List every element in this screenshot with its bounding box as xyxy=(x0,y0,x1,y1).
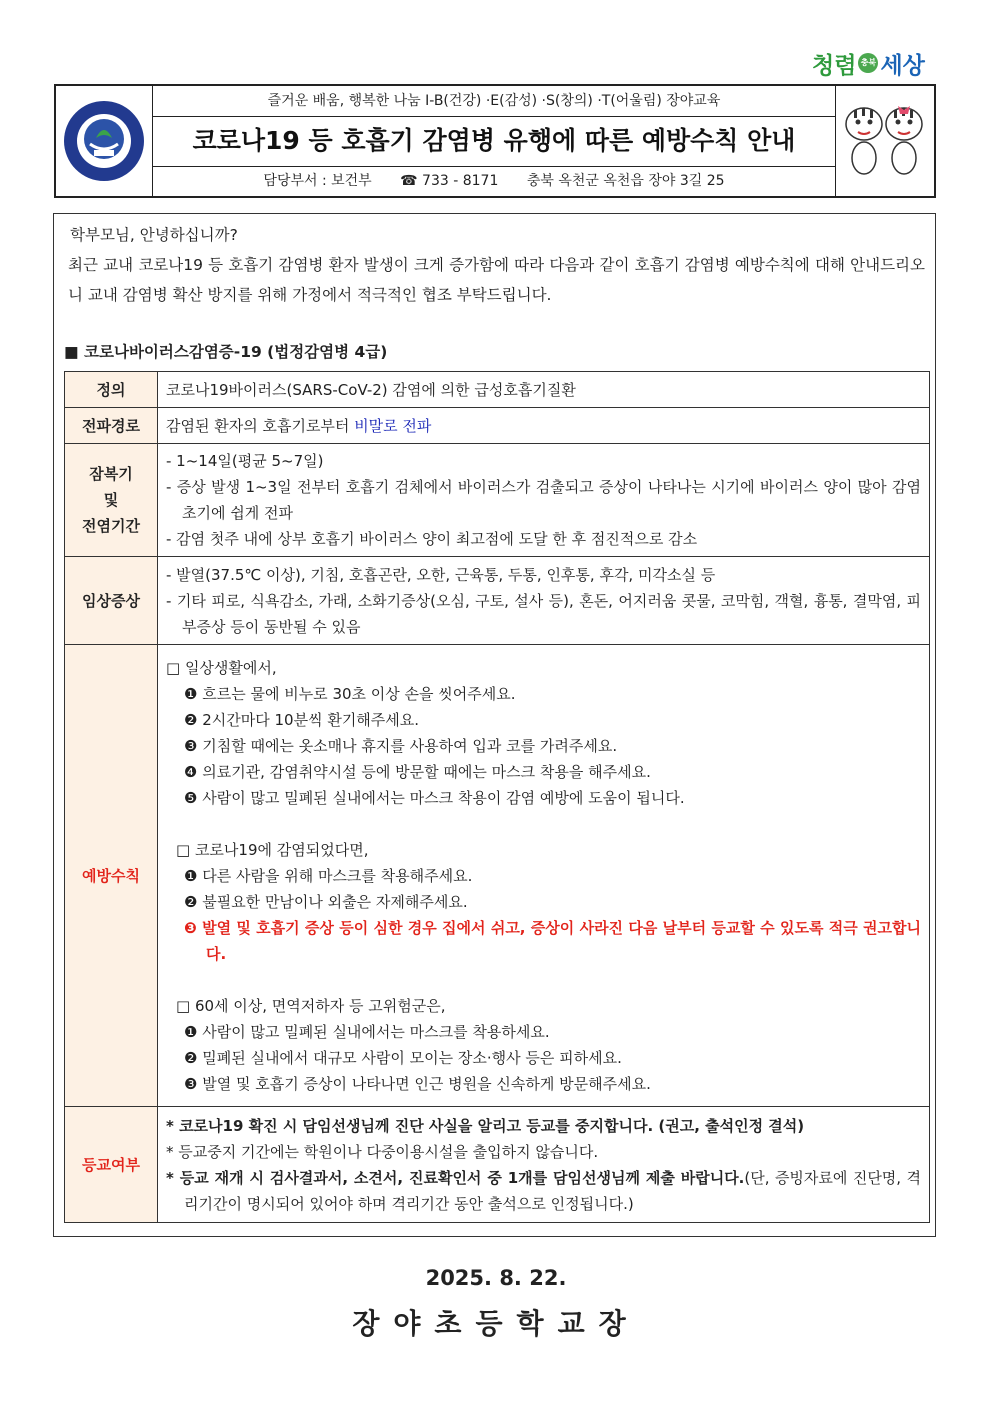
label-definition: 정의 xyxy=(65,372,158,408)
label-prevention: 예방수칙 xyxy=(65,645,158,1107)
header-box xyxy=(54,84,936,198)
attendance-bold: * 등교 재개 시 검사결과서, 소견서, 진료확인서 중 1개를 담임선생님께 제출 바랍니다. xyxy=(166,1168,745,1187)
list-item: - 1~14일(평균 5~7일) xyxy=(166,452,324,470)
list-item: ❸ 기침할 때에는 옷소매나 휴지를 사용하여 입과 코를 가려주세요. xyxy=(184,736,618,755)
label-route: 전파경로 xyxy=(65,408,158,444)
list-item xyxy=(166,1165,921,1217)
table-row-attendance xyxy=(65,1107,930,1223)
list-item: ❷ 2시간마다 10분씩 환기해주세요. xyxy=(184,710,420,729)
list-item: - 감염 첫주 내에 상부 호흡기 바이러스 양이 최고점에 도달 한 후 점진적으로 감소 xyxy=(166,530,698,548)
address: 충북 옥천군 옥천읍 장야 3길 25 xyxy=(526,173,725,189)
motto: 즐거운 배움, 행복한 나눔 I-B(건강) ·E(감성) ·S(창의) ·T(어울림) 장야교육 xyxy=(152,86,836,117)
list-item-important: ❸ 발열 및 호흡기 증상 등이 심한 경우 집에서 쉬고, 증상이 사라진 다음 날부터 등교할 수 있도록 적극 권고합니다. xyxy=(184,918,921,963)
phone: ☎ 733 - 8171 xyxy=(400,173,499,189)
table-row-incubation xyxy=(65,444,930,557)
brand-circle: 충북 xyxy=(858,53,878,73)
section-title: ■ 코로나바이러스감염증-19 (법정감염병 4급) xyxy=(64,343,388,361)
definition-text: 코로나19바이러스(SARS-CoV-2) 감염에 의한 급성호흡기질환 xyxy=(158,372,930,408)
list-item: ❶ 흐르는 물에 비누로 30초 이상 손을 씻어주세요. xyxy=(184,684,516,703)
list-item: - 기타 피로, 식욕감소, 가래, 소화기증상(오심, 구토, 설사 등), 혼돈, 어지러움 콧물, 코막힘, 객혈, 흉통, 결막염, 피부증상 등이 동반될 수 있음 xyxy=(166,591,921,636)
label-incubation-2: 및 xyxy=(103,491,119,509)
mascot-cell xyxy=(835,86,934,196)
risk-header: □ 60세 이상, 면역저하자 등 고위험군은, xyxy=(176,996,446,1015)
attendance-cell xyxy=(158,1107,930,1223)
department: 담당부서 : 보건부 xyxy=(263,173,372,189)
list-item: ❶ 사람이 많고 밀폐된 실내에서는 마스크를 착용하세요. xyxy=(184,1022,550,1041)
issue-date: 2025. 8. 22. xyxy=(425,1266,567,1290)
label-symptoms: 임상증상 xyxy=(65,557,158,645)
brand-logo xyxy=(812,46,942,80)
page-title: 코로나19 등 호흡기 감염병 유행에 따른 예방수칙 안내 xyxy=(152,116,836,167)
brand-text-a: 청렴 xyxy=(812,52,857,79)
label-incubation xyxy=(65,444,158,557)
school-logo-cell xyxy=(56,86,153,196)
contact-info xyxy=(152,167,836,196)
table-row-prevention xyxy=(65,645,930,1107)
school-emblem-icon xyxy=(56,86,152,196)
table-row-definition xyxy=(65,372,930,408)
mascot-tigers-icon xyxy=(836,86,934,196)
brand-text-b: 세상 xyxy=(880,52,925,79)
intro-body: 최근 교내 코로나19 등 호흡기 감염병 환자 발생이 크게 증가함에 따라 다음과 같이 호흡기 감염병 예방수칙에 대해 안내드리오니 교내 감염병 확산 방지를 위해 가정에서 적극적인 협조 부탁드립니다. xyxy=(68,256,925,304)
daily-header: □ 일상생활에서, xyxy=(166,658,277,677)
infected-header: □ 코로나19에 감염되었다면, xyxy=(176,840,369,859)
intro xyxy=(60,220,925,310)
list-item: ❶ 다른 사람을 위해 마스크를 착용해주세요. xyxy=(184,866,473,885)
notice-body xyxy=(53,213,936,1237)
greeting: 학부모님, 안녕하십니까? xyxy=(70,226,238,244)
label-attendance: 등교여부 xyxy=(65,1107,158,1223)
list-item: ❷ 밀폐된 실내에서 대규모 사람이 모이는 장소·행사 등은 피하세요. xyxy=(184,1048,622,1067)
list-item: ❹ 의료기관, 감염취약시설 등에 방문할 때에는 마스크 착용을 해주세요. xyxy=(184,762,651,781)
route-highlight: 비말로 전파 xyxy=(354,416,432,435)
route-cell xyxy=(158,408,930,444)
info-table xyxy=(64,371,930,1223)
prevention-cell xyxy=(158,645,930,1107)
attendance-rest: (단, 증빙자료에 진단명, 격리기간이 명시되어 있어야 하며 격리기간 동안 출석으로 인정됩니다.) xyxy=(184,1168,921,1213)
label-incubation-3: 전염기간 xyxy=(82,517,140,535)
incubation-cell xyxy=(158,444,930,557)
list-item: * 등교중지 기간에는 학원이나 다중이용시설을 출입하지 않습니다. xyxy=(166,1142,599,1161)
table-row-route xyxy=(65,408,930,444)
list-item: * 코로나19 확진 시 담임선생님께 진단 사실을 알리고 등교를 중지합니다. (권고, 출석인정 결석) xyxy=(166,1116,805,1135)
list-item: - 발열(37.5℃ 이상), 기침, 호흡곤란, 오한, 근육통, 두통, 인후통, 후각, 미각소실 등 xyxy=(166,565,716,584)
label-incubation-1: 잠복기 xyxy=(89,465,133,483)
symptoms-cell xyxy=(158,557,930,645)
list-item: - 증상 발생 1~3일 전부터 호흡기 검체에서 바이러스가 검출되고 증상이 나타나는 시기에 바이러스 양이 많아 감염 초기에 쉽게 전파 xyxy=(166,478,921,522)
list-item: ❸ 발열 및 호흡기 증상이 나타나면 인근 병원을 신속하게 방문해주세요. xyxy=(184,1074,651,1093)
table-row-symptoms xyxy=(65,557,930,645)
principal-signature: 장야초등학교장 xyxy=(352,1307,640,1340)
route-text: 감염된 환자의 호흡기로부터 xyxy=(166,416,355,435)
list-item: ❺ 사람이 많고 밀폐된 실내에서는 마스크 착용이 감염 예방에 도움이 됩니다. xyxy=(184,788,685,807)
list-item: ❷ 불필요한 만남이나 외출은 자제해주세요. xyxy=(184,892,468,911)
